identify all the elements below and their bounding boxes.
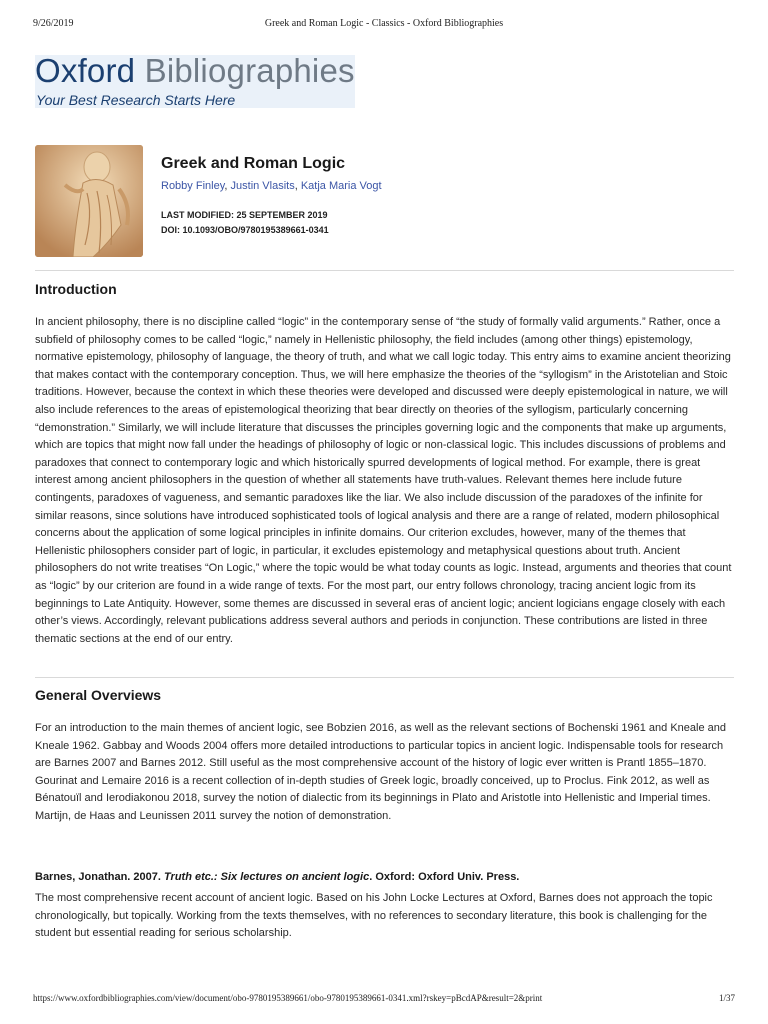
citation-barnes-2007[interactable] <box>35 870 735 884</box>
author-list <box>161 179 721 193</box>
section-heading-general-overviews: General Overviews <box>35 687 162 703</box>
last-modified: LAST MODIFIED: 25 SEPTEMBER 2019 <box>161 210 328 220</box>
citation-publisher: . Oxford: Oxford Univ. Press. <box>369 871 520 883</box>
entry-metadata <box>161 208 721 238</box>
logo-oxford: Oxford <box>35 52 136 89</box>
section-divider <box>35 677 734 678</box>
logo-tagline: Your Best Research Starts Here <box>36 92 236 108</box>
oxford-bibliographies-logo[interactable] <box>35 52 355 108</box>
introduction-text: In ancient philosophy, there is no discipline called “logic” in the contemporary sense of “the study of formally valid arguments.” Rather, once a subfield of philosophy comes to be called “logic,” namely in Hellenistic philosophy, the field includes (among other things) epistemology, normative epistemology, philosophy of language, the theory of truth, and what we call logic today. This entry aims to examine ancient theorizing that makes contact with the contemporary conception. Thus, we will here emphasize the theories of the “syllogism” in the Aristotelian and Stoic traditions. However, because the context in which these theories were developed and discussed were deeply epistemological in nature, we will also include references to the areas of epistemological theorizing that bear directly on theories of the syllogism, particularly concerning “demonstration.” Similarly, we will include literature that discusses the principles governing logic and the components that make up arguments, which are topics that might now fall under the headings of philosophy of logic or non-classical logic. This includes discussions of problems and paradoxes that connect to contemporary logic and which historically spurred developments of logical method. For example, there is great interest among ancient philosophers in the question of whether all statements have truth-values. Relevant themes here include future contingents, paradoxes of vagueness, and semantic paradoxes like the liar. We also include discussion of the paradoxes of the infinite for similar reasons, since solutions have introduced sophisticated tools of logical analysis and there are a range of related, modern philosophical concerns about the application of some logical principles in infinite domains. Our criterion excludes, however, many of the themes that Hellenistic philosophers consider part of logic, in particular, it excludes epistemology and metaphysical questions about truth. Ancient philosophers do not write treatises “On Logic,” where the topic would be what today counts as logic. Instead, arguments and theories that count as “logic” by our criterion are found in a wide range of texts. For the most part, our entry follows chronology, tracing ancient logic from its beginnings to Late Antiquity. However, some themes are discussed in several eras of ancient logic; ancient logicians engage closely with each other’s views. Accordingly, relevant publications address several authors and periods in conjunction. These contributions are listed in three thematic sections at the end of our entry. <box>35 316 732 645</box>
logo-wordmark <box>35 51 355 91</box>
author-link[interactable]: Justin Vlasits <box>230 180 295 192</box>
general-overviews-text: For an introduction to the main themes of ancient logic, see Bobzien 2016, as well as the relevant sections of Bochenski 1961 and Kneale and Kneale 1962. Gabbay and Woods 2004 offers more detailed introductions to particular topics in ancient logic. Indispensable tools for research are Barnes 2007 and Barnes 2012. Still useful as the most comprehensive account of the history of logic ever written is Prantl 1855–1870. Gourinat and Lemaire 2016 is a recent collection of in-depth studies of Greek logic, broadly conceived, up to Proclus. Fink 2012, as well as Bénatouïl and Ierodiakonou 2018, survey the notion of dialectic from its beginnings in Plato and Aristotle into Hellenistic and Imperial times. Martijn, de Haas and Leunissen 2011 survey the notion of demonstration. <box>35 722 726 822</box>
author-link[interactable]: Robby Finley <box>161 180 225 192</box>
logo-bibliographies: Bibliographies <box>144 52 355 89</box>
author-link[interactable]: Katja Maria Vogt <box>300 180 382 192</box>
citation-annotation: The most comprehensive recent account of ancient logic. Based on his John Locke Lectures at Oxford, Barnes does not approach the topic chronologically, but topically. Working from the texts themselves, with no references to secondary literature, this book is challenging for the student but essential reading for serious scholarship. <box>35 892 713 940</box>
entry-title: Greek and Roman Logic <box>161 155 346 172</box>
author-separator: , <box>294 180 298 192</box>
page-number: 1/37 <box>718 993 735 1003</box>
doi: DOI: 10.1093/OBO/9780195389661-0341 <box>161 225 329 235</box>
print-footer <box>33 993 735 1005</box>
citation-author-year: Barnes, Jonathan. 2007. <box>35 871 161 883</box>
print-header <box>33 18 735 32</box>
print-date: 9/26/2019 <box>33 18 74 29</box>
citation-title: Truth etc.: Six lectures on ancient logic <box>164 871 370 883</box>
section-divider <box>35 270 734 271</box>
section-heading-introduction: Introduction <box>35 281 117 297</box>
entry-header <box>161 154 721 238</box>
cover-image <box>35 145 143 257</box>
print-url: https://www.oxfordbibliographies.com/view/document/obo-9780195389661/obo-9780195389661-0341.xml?rskey=pBcdAP&result=2&print <box>33 993 543 1003</box>
print-page-title: Greek and Roman Logic - Classics - Oxford Bibliographies <box>264 18 504 29</box>
statue-relief-image <box>35 145 143 257</box>
author-separator: , <box>224 180 228 192</box>
